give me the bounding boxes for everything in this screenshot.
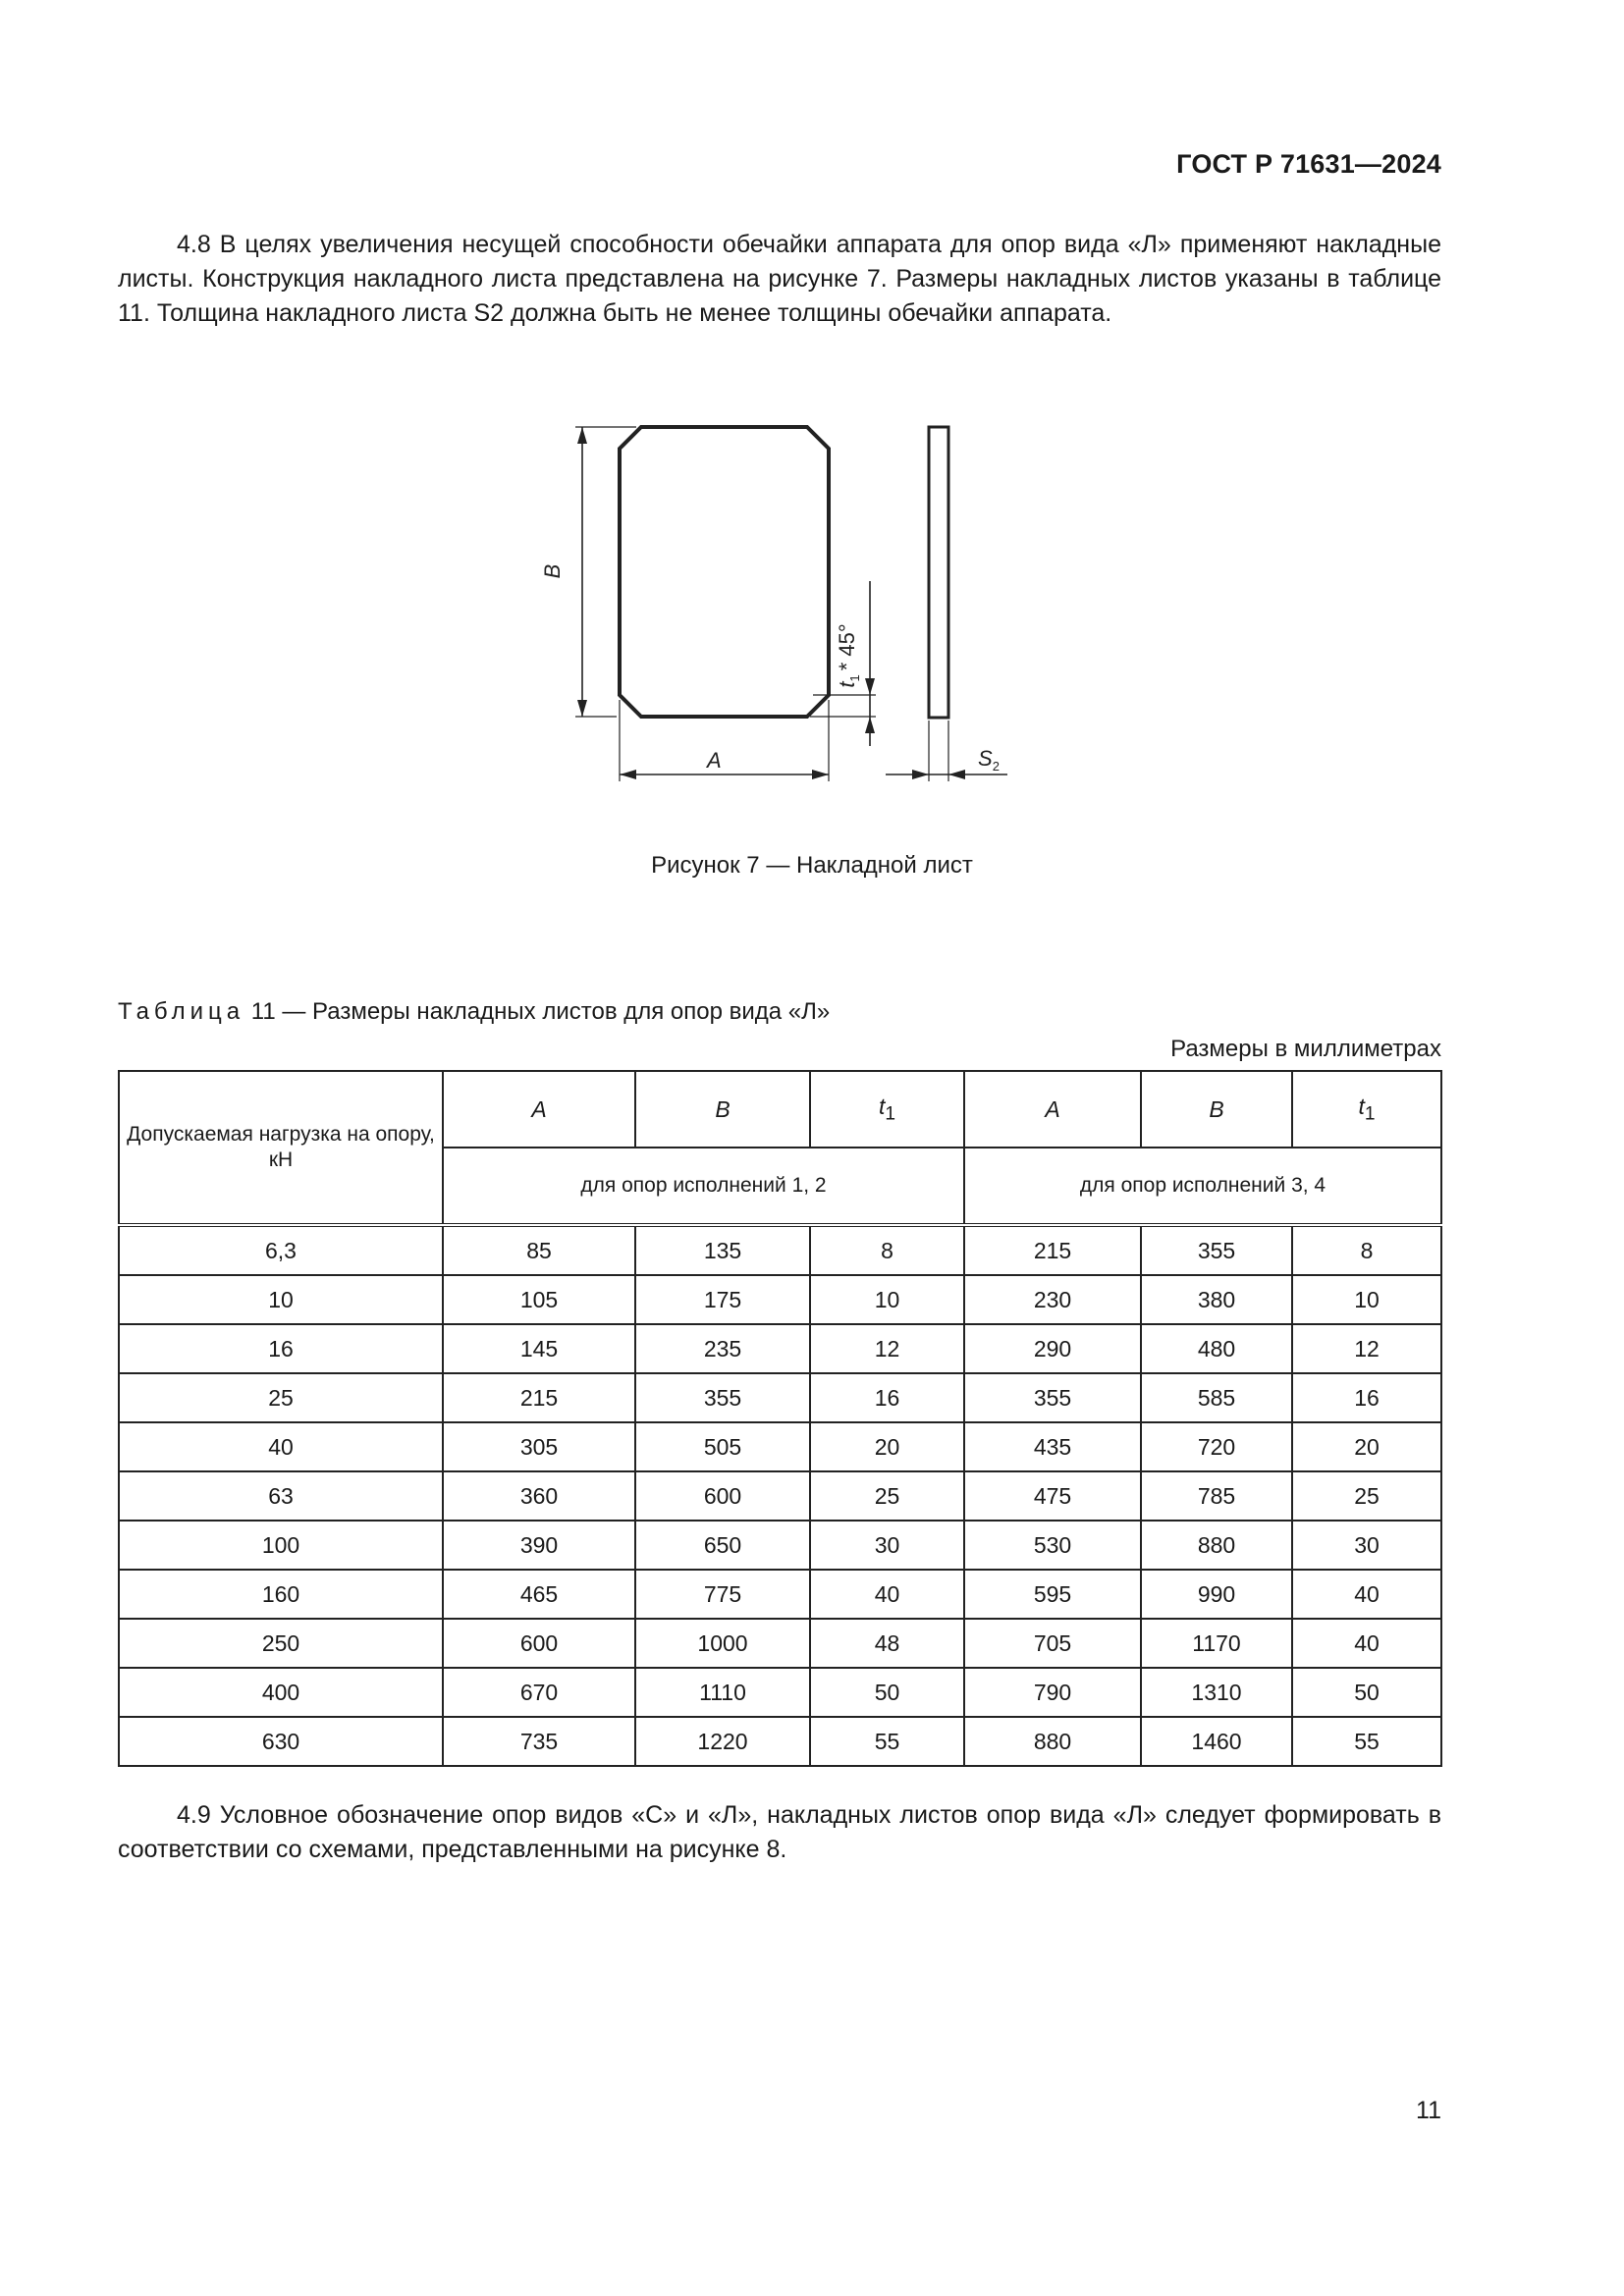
- table-cell: 8: [810, 1225, 964, 1275]
- table-cell: 25: [810, 1471, 964, 1521]
- table-cell: 40: [1292, 1619, 1441, 1668]
- table-cell: 465: [443, 1570, 635, 1619]
- table-cell: 135: [635, 1225, 810, 1275]
- table-cell: 880: [964, 1717, 1141, 1766]
- table-cell: 735: [443, 1717, 635, 1766]
- header-a-2: A: [964, 1071, 1141, 1148]
- table-cell: 160: [119, 1570, 443, 1619]
- table-cell: 40: [119, 1422, 443, 1471]
- table-cell: 595: [964, 1570, 1141, 1619]
- table-cell: 880: [1141, 1521, 1292, 1570]
- table-cell: 1220: [635, 1717, 810, 1766]
- table-cell: 6,3: [119, 1225, 443, 1275]
- table-cell: 16: [119, 1324, 443, 1373]
- table-title: [118, 998, 830, 1026]
- table-cell: 100: [119, 1521, 443, 1570]
- table-cell: 12: [810, 1324, 964, 1373]
- table-row: [119, 1717, 1441, 1766]
- table-cell: 435: [964, 1422, 1141, 1471]
- table-row: [119, 1422, 1441, 1471]
- table-cell: 250: [119, 1619, 443, 1668]
- table-cell: 10: [119, 1275, 443, 1324]
- table-cell: 30: [1292, 1521, 1441, 1570]
- header-t-2: [1292, 1071, 1441, 1148]
- table-title-text: 11 — Размеры накладных листов для опор вида «Л»: [244, 998, 831, 1025]
- table-cell: 20: [810, 1422, 964, 1471]
- table-cell: 8: [1292, 1225, 1441, 1275]
- table-cell: 12: [1292, 1324, 1441, 1373]
- table-cell: 530: [964, 1521, 1141, 1570]
- table-cell: 55: [810, 1717, 964, 1766]
- header-t-1-sub: 1: [885, 1103, 896, 1125]
- table-row: [119, 1668, 1441, 1717]
- paragraph-4-9-text: 4.9 Условное обозначение опор видов «С» и «Л», накладных листов опор вида «Л» следует формировать в соответствии со схемами, представленными на рисунке 8.: [118, 1801, 1441, 1863]
- table-units: Размеры в миллиметрах: [1170, 1036, 1441, 1062]
- plate-side-view: [929, 427, 948, 718]
- paragraph-4-9: [118, 1798, 1441, 1867]
- table-cell: 235: [635, 1324, 810, 1373]
- table-cell: 360: [443, 1471, 635, 1521]
- header-b-1: B: [635, 1071, 810, 1148]
- table-cell: 85: [443, 1225, 635, 1275]
- table-cell: 1000: [635, 1619, 810, 1668]
- table-cell: 505: [635, 1422, 810, 1471]
- header-a-1: A: [443, 1071, 635, 1148]
- table-cell: 775: [635, 1570, 810, 1619]
- table-cell: 785: [1141, 1471, 1292, 1521]
- table-cell: 1460: [1141, 1717, 1292, 1766]
- table-cell: 50: [810, 1668, 964, 1717]
- label-s2: $S_2$: [978, 746, 1000, 774]
- table-cell: 585: [1141, 1373, 1292, 1422]
- table-cell: 380: [1141, 1275, 1292, 1324]
- table-cell: 475: [964, 1471, 1141, 1521]
- table-cell: 650: [635, 1521, 810, 1570]
- table-cell: 48: [810, 1619, 964, 1668]
- table-cell: 145: [443, 1324, 635, 1373]
- table-cell: 390: [443, 1521, 635, 1570]
- table-row: [119, 1521, 1441, 1570]
- table-row: [119, 1225, 1441, 1275]
- header-group-1: для опор исполнений 1, 2: [443, 1148, 964, 1225]
- table-cell: 105: [443, 1275, 635, 1324]
- table-title-prefix: Таблица: [118, 998, 245, 1025]
- table-row: [119, 1373, 1441, 1422]
- table-cell: 480: [1141, 1324, 1292, 1373]
- header-t-2-sub: 1: [1364, 1103, 1376, 1125]
- table-cell: 215: [964, 1225, 1141, 1275]
- table-row: [119, 1619, 1441, 1668]
- table-header-row: [119, 1071, 1441, 1148]
- plate-outline: [620, 427, 829, 717]
- table-cell: 40: [810, 1570, 964, 1619]
- table-cell: 705: [964, 1619, 1141, 1668]
- label-b: B: [540, 563, 565, 579]
- label-chamfer: $t_1*$ 45°: [835, 623, 862, 688]
- table-cell: 720: [1141, 1422, 1292, 1471]
- table-cell: 305: [443, 1422, 635, 1471]
- table-cell: 25: [1292, 1471, 1441, 1521]
- table-cell: 355: [964, 1373, 1141, 1422]
- header-b-2: B: [1141, 1071, 1292, 1148]
- table-cell: 670: [443, 1668, 635, 1717]
- table-cell: 600: [443, 1619, 635, 1668]
- table-cell: 630: [119, 1717, 443, 1766]
- table-cell: 50: [1292, 1668, 1441, 1717]
- header-group-2: для опор исполнений 3, 4: [964, 1148, 1441, 1225]
- table-cell: 1110: [635, 1668, 810, 1717]
- table-row: [119, 1324, 1441, 1373]
- table-row: [119, 1570, 1441, 1619]
- table-cell: 40: [1292, 1570, 1441, 1619]
- table-cell: 355: [635, 1373, 810, 1422]
- table-cell: 290: [964, 1324, 1141, 1373]
- table-cell: 230: [964, 1275, 1141, 1324]
- table-cell: 215: [443, 1373, 635, 1422]
- table-cell: 25: [119, 1373, 443, 1422]
- table-row: [119, 1471, 1441, 1521]
- page-number: 11: [1416, 2097, 1441, 2124]
- table-cell: 400: [119, 1668, 443, 1717]
- table-cell: 1170: [1141, 1619, 1292, 1668]
- table-cell: 16: [1292, 1373, 1441, 1422]
- table-cell: 10: [810, 1275, 964, 1324]
- table-cell: 10: [1292, 1275, 1441, 1324]
- paragraph-4-8-text: 4.8 В целях увеличения несущей способности обечайки аппарата для опор вида «Л» применяют накладные листы. Конструкция накладного листа представлена на рисунке 7. Размеры накладных листов указаны в таблице 11. Толщина накладного листа S2 должна быть не менее толщины обечайки аппарата.: [118, 231, 1441, 327]
- table-cell: 790: [964, 1668, 1141, 1717]
- table-cell: 175: [635, 1275, 810, 1324]
- figure-caption: Рисунок 7 — Накладной лист: [651, 852, 973, 879]
- table-cell: 1310: [1141, 1668, 1292, 1717]
- table-row: [119, 1275, 1441, 1324]
- header-t-1: [810, 1071, 964, 1148]
- table-cell: 63: [119, 1471, 443, 1521]
- header-t-1-letter: t: [878, 1093, 886, 1119]
- table-cell: 30: [810, 1521, 964, 1570]
- header-load: Допускаемая нагрузка на опору, кН: [119, 1071, 443, 1225]
- table-cell: 990: [1141, 1570, 1292, 1619]
- figure-7-drawing: [530, 412, 1041, 805]
- standard-header: ГОСТ Р 71631—2024: [1176, 149, 1441, 179]
- paragraph-4-8: [118, 228, 1441, 331]
- dimensions-table: [118, 1070, 1442, 1767]
- label-a: A: [707, 748, 722, 773]
- table-cell: 600: [635, 1471, 810, 1521]
- table-cell: 16: [810, 1373, 964, 1422]
- header-t-2-letter: t: [1358, 1093, 1365, 1119]
- table-cell: 355: [1141, 1225, 1292, 1275]
- table-cell: 20: [1292, 1422, 1441, 1471]
- table-cell: 55: [1292, 1717, 1441, 1766]
